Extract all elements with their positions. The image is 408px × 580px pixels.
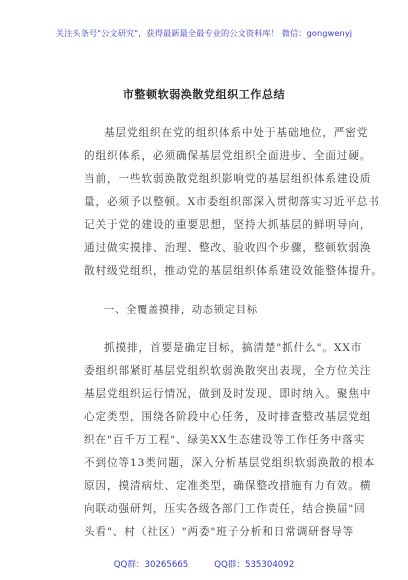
- intro-line: 基层党组织在党的组织体系中处于基础地位，严密党: [104, 127, 369, 139]
- intro-line: 的组织体系，必须确保基层党组织全面进步、全面过硬。: [84, 150, 372, 162]
- section-line: 心定类型，围绕各阶段中心任务，及时排查整改基层党组: [84, 411, 372, 423]
- section-line: 抓摸排，首要是确定目标，搞清楚"抓什么"。XX市: [104, 342, 363, 354]
- section-line: 头看"、村（社区）"两委"班子分析和日常调研督导等: [84, 526, 355, 538]
- intro-line: 记关于党的建设的重要思想，坚持大抓基层的鲜明导向，: [84, 219, 372, 231]
- footer: [0, 558, 408, 570]
- intro-line: 通过做实摸排、治理、整改、验收四个步骤，整顿软弱涣: [84, 242, 372, 254]
- section-heading: 一、全覆盖摸排，动态锁定目标: [104, 305, 258, 316]
- section-line: 织在"百千万工程"、绿美XX生态建设等工作任务中落实: [84, 434, 366, 446]
- intro-line: 当前，一些软弱涣散党组织影响党的基层组织体系建设质: [84, 173, 372, 185]
- section-line: 不到位等13类问题，深入分析基层党组织软弱涣散的根本: [84, 457, 376, 469]
- footer-qq-group-2: QQ群：535304092: [214, 560, 295, 570]
- section-line: 向联动强研判，压实各级各部门工作责任，结合换届"回: [84, 503, 366, 515]
- section-line: 委组织部紧盯基层党组织软弱涣散突出表现，全方位关注: [84, 365, 372, 377]
- footer-qq-group-1: QQ群：30265665: [113, 560, 189, 570]
- header-banner: 关注头条号"公文研究"，获得最新最全最专业的公文资料库！ 微信：gongwenyj: [55, 28, 353, 38]
- section-line: 基层党组织运行情况，做到及时发现、即时纳入。聚焦中: [84, 388, 372, 400]
- intro-line: 量，必须予以整顿。X市委组织部深入贯彻落实习近平总书: [84, 196, 380, 208]
- section-line: 原因，摸清病灶、定准类型，确保整改措施有力有效。横: [84, 480, 372, 492]
- document-title: 市整顿软弱涣散党组织工作总结: [122, 88, 286, 101]
- intro-line: 散村级党组织，推动党的基层组织体系建设效能整体提升。: [84, 265, 383, 277]
